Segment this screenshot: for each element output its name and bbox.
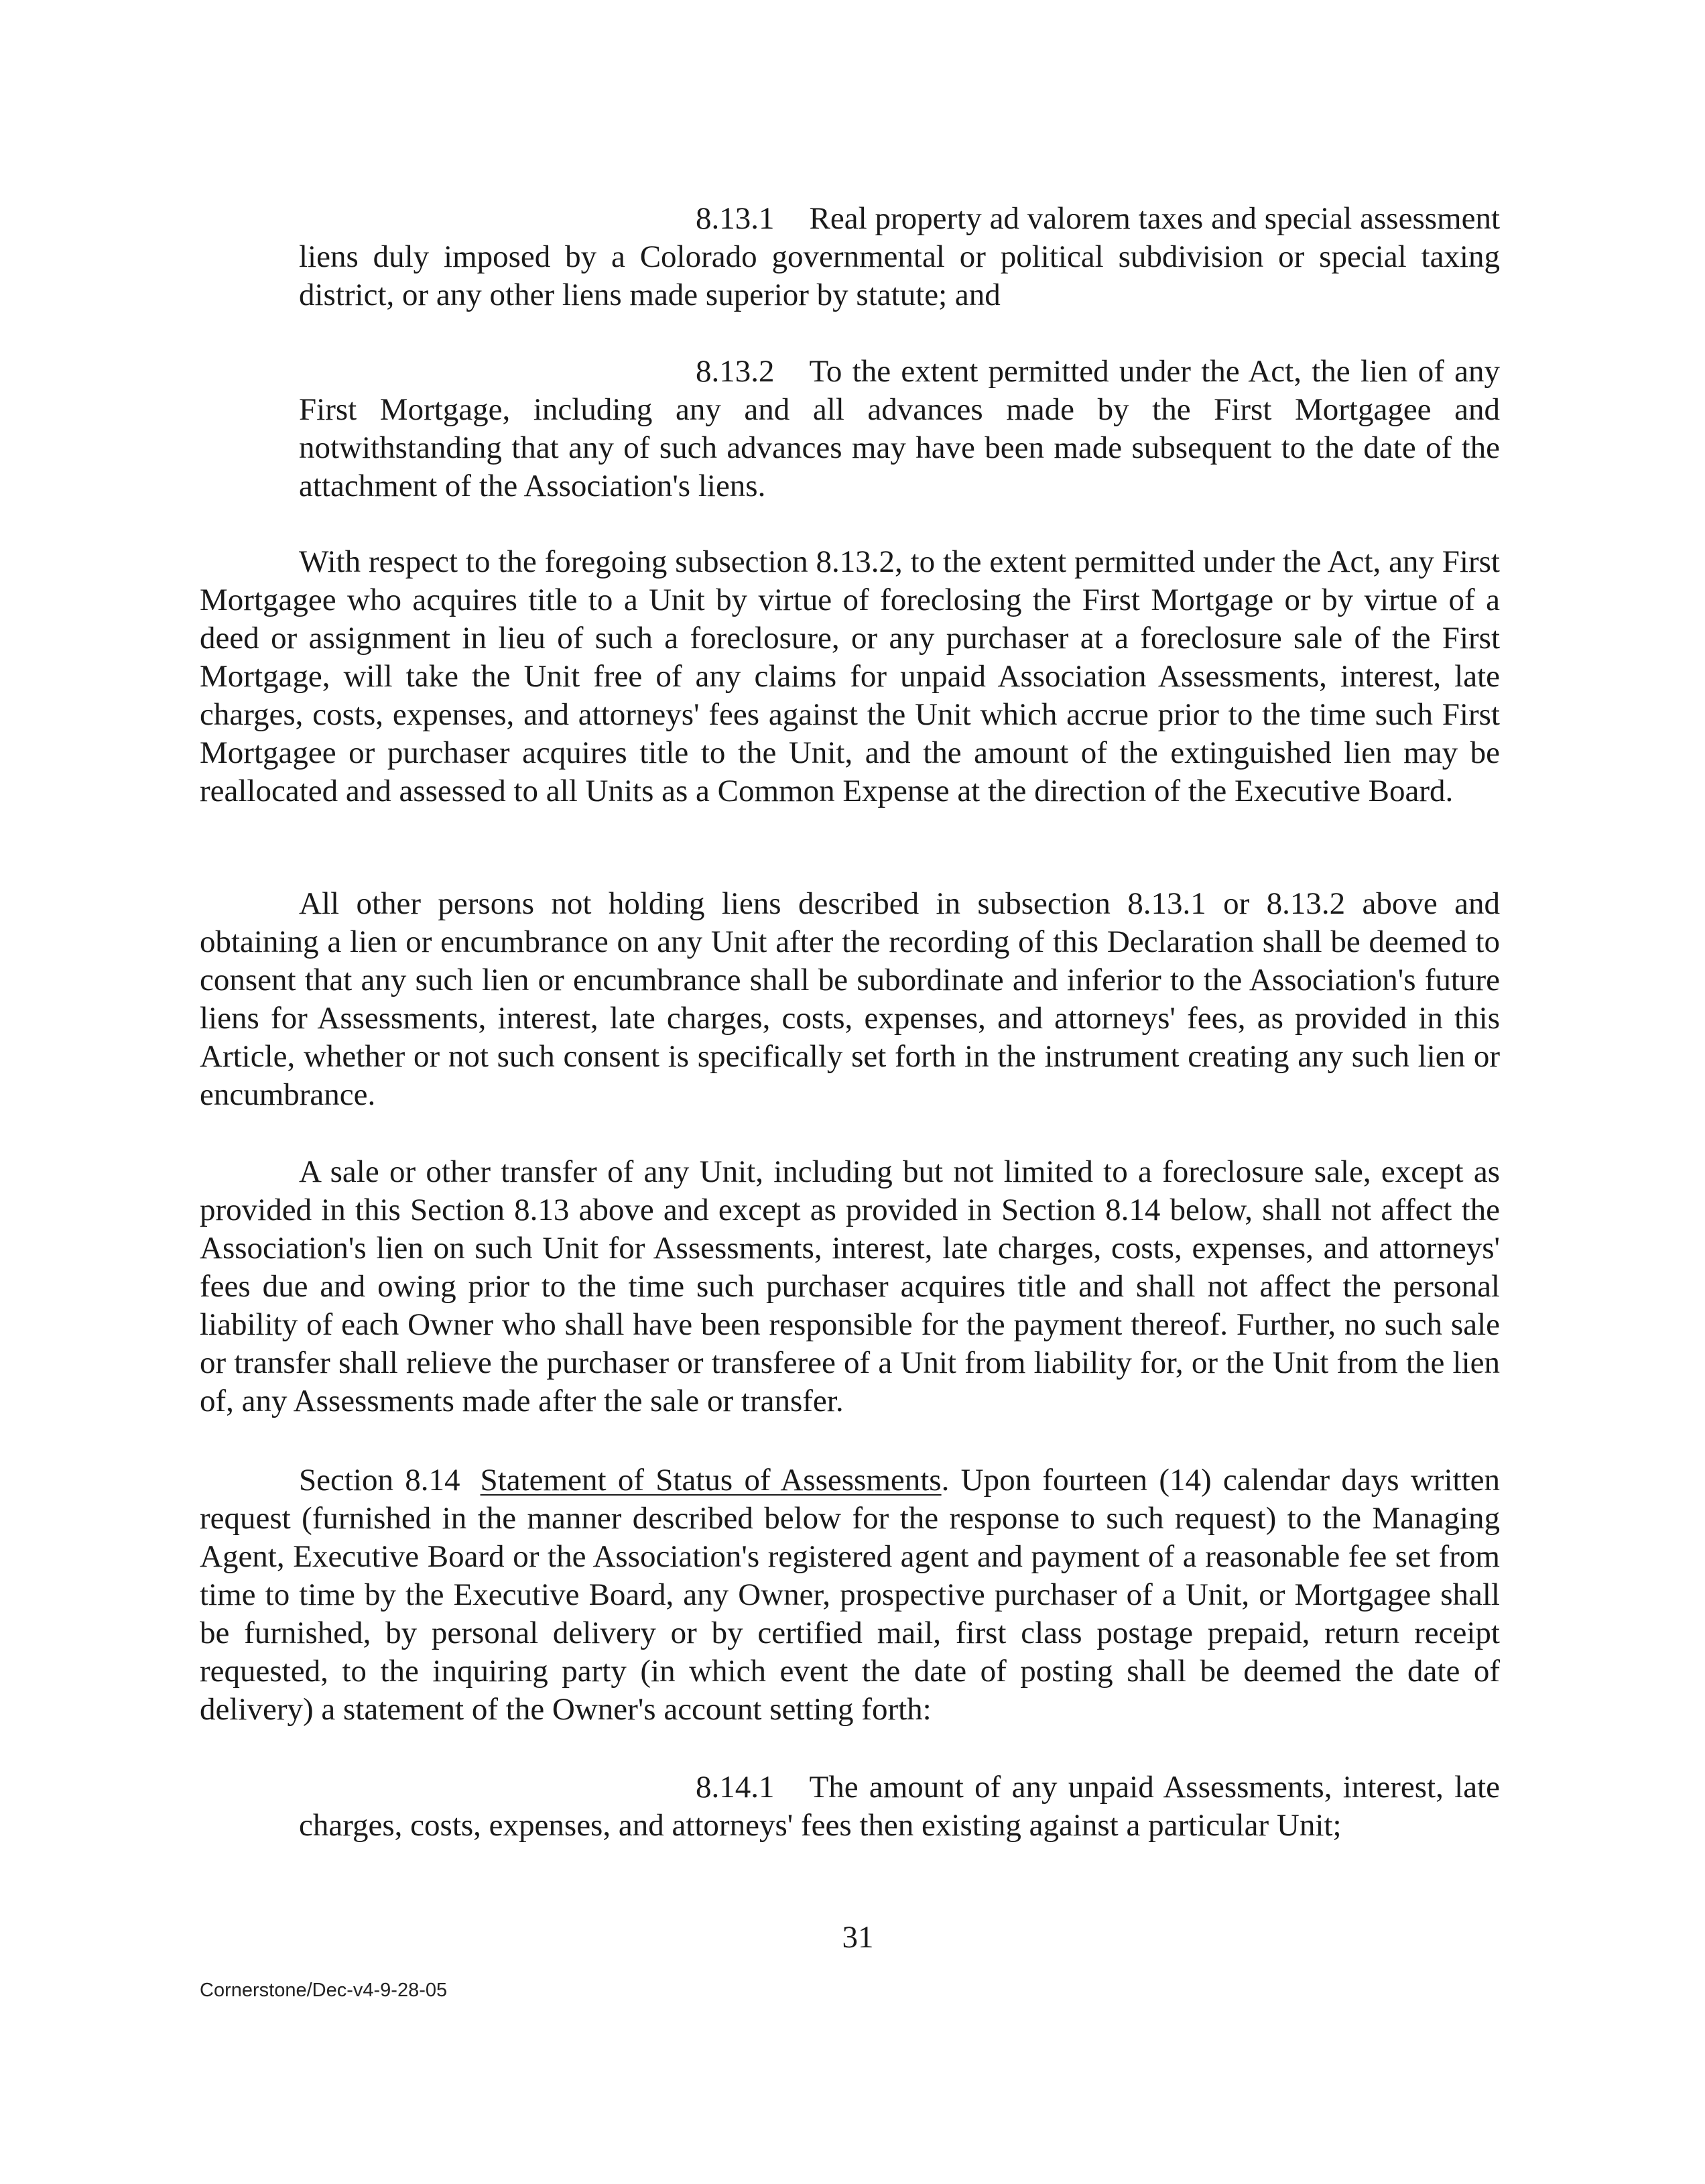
document-reference: Cornerstone/Dec-v4-9-28-05 bbox=[200, 1980, 448, 2001]
subsection-8-13-2 bbox=[299, 353, 1500, 505]
subsection-number: 8.13.1 bbox=[696, 201, 775, 236]
subsection-8-13-1 bbox=[299, 200, 1500, 314]
subsection-text: To the extent permitted under the Act, the lien of any First Mortgage, including any and all advances made by the First Mortgagee and notwithstanding that any of such advances may have been made subsequent to the date of the attachment of the Association's liens. bbox=[299, 354, 1500, 503]
subsection-number: 8.14.1 bbox=[696, 1770, 775, 1805]
page-number: 31 bbox=[842, 1920, 874, 1955]
section-8-14 bbox=[200, 1461, 1500, 1729]
paragraph-other-persons: All other persons not holding liens described in subsection 8.13.1 or 8.13.2 above and obtaining a lien or encumbrance on any Unit after the recording of this Declaration shall be deemed to consent that any such lien or encumbrance shall be subordinate and inferior to the Association's future liens for Assessments, interest, late charges, costs, expenses, and attorneys' fees, as provided in this Article, whether or not such consent is specifically set forth in the instrument creating any such lien or encumbrance. bbox=[200, 886, 1500, 1112]
paragraph-sale-transfer: A sale or other transfer of any Unit, including but not limited to a foreclosure sale, except as provided in this Section 8.13 above and except as provided in Section 8.14 below, shall not affect the Association's lien on such Unit for Assessments, interest, late charges, costs, expenses, and attorneys' fees due and owing prior to the time such purchaser acquires title and shall not affect the personal liability of each Owner who shall have been responsible for the payment thereof. Further, no such sale or transfer shall relieve the purchaser or transferee of a Unit from liability for, or the Unit from the lien of, any Assessments made after the sale or transfer. bbox=[200, 1154, 1500, 1418]
section-heading: Statement of Status of Assessments bbox=[480, 1463, 942, 1498]
subsection-text: The amount of any unpaid Assessments, interest, late charges, costs, expenses, and attorneys' fees then existing against a particular Unit; bbox=[299, 1770, 1500, 1843]
section-heading-punctuation: . bbox=[941, 1463, 950, 1498]
subsection-text: Real property ad valorem taxes and special assessment liens duly imposed by a Colorado governmental or political subdivision or special taxing district, or any other liens made superior by statute; and bbox=[299, 201, 1500, 312]
subsection-8-14-1 bbox=[299, 1768, 1500, 1845]
section-label: Section 8.14 bbox=[299, 1463, 460, 1498]
paragraph-foregoing-subsection: With respect to the foregoing subsection 8.13.2, to the extent permitted under the Act, any First Mortgagee who acquires title to a Unit by virtue of foreclosing the First Mortgage or by virtue of a deed or assignment in lieu of such a foreclosure, or any purchaser at a foreclosure sale of the First Mortgage, will take the Unit free of any claims for unpaid Association Assessments, interest, late charges, costs, expenses, and attorneys' fees against the Unit which accrue prior to the time such First Mortgagee or purchaser acquires title to the Unit, and the amount of the extinguished lien may be reallocated and assessed to all Units as a Common Expense at the direction of the Executive Board. bbox=[200, 544, 1500, 808]
section-text: Upon fourteen (14) calendar days written request (furnished in the manner described below for the response to such request) to the Managing Agent, Executive Board or the Association's registered agent and payment of a reasonable fee set from time to time by the Executive Board, any Owner, prospective purchaser of a Unit, or Mortgagee shall be furnished, by personal delivery or by certified mail, first class postage prepaid, return receipt requested, to the inquiring party (in which event the date of posting shall be deemed the date of delivery) a statement of the Owner's account setting forth: bbox=[200, 1463, 1500, 1727]
subsection-number: 8.13.2 bbox=[696, 354, 775, 389]
